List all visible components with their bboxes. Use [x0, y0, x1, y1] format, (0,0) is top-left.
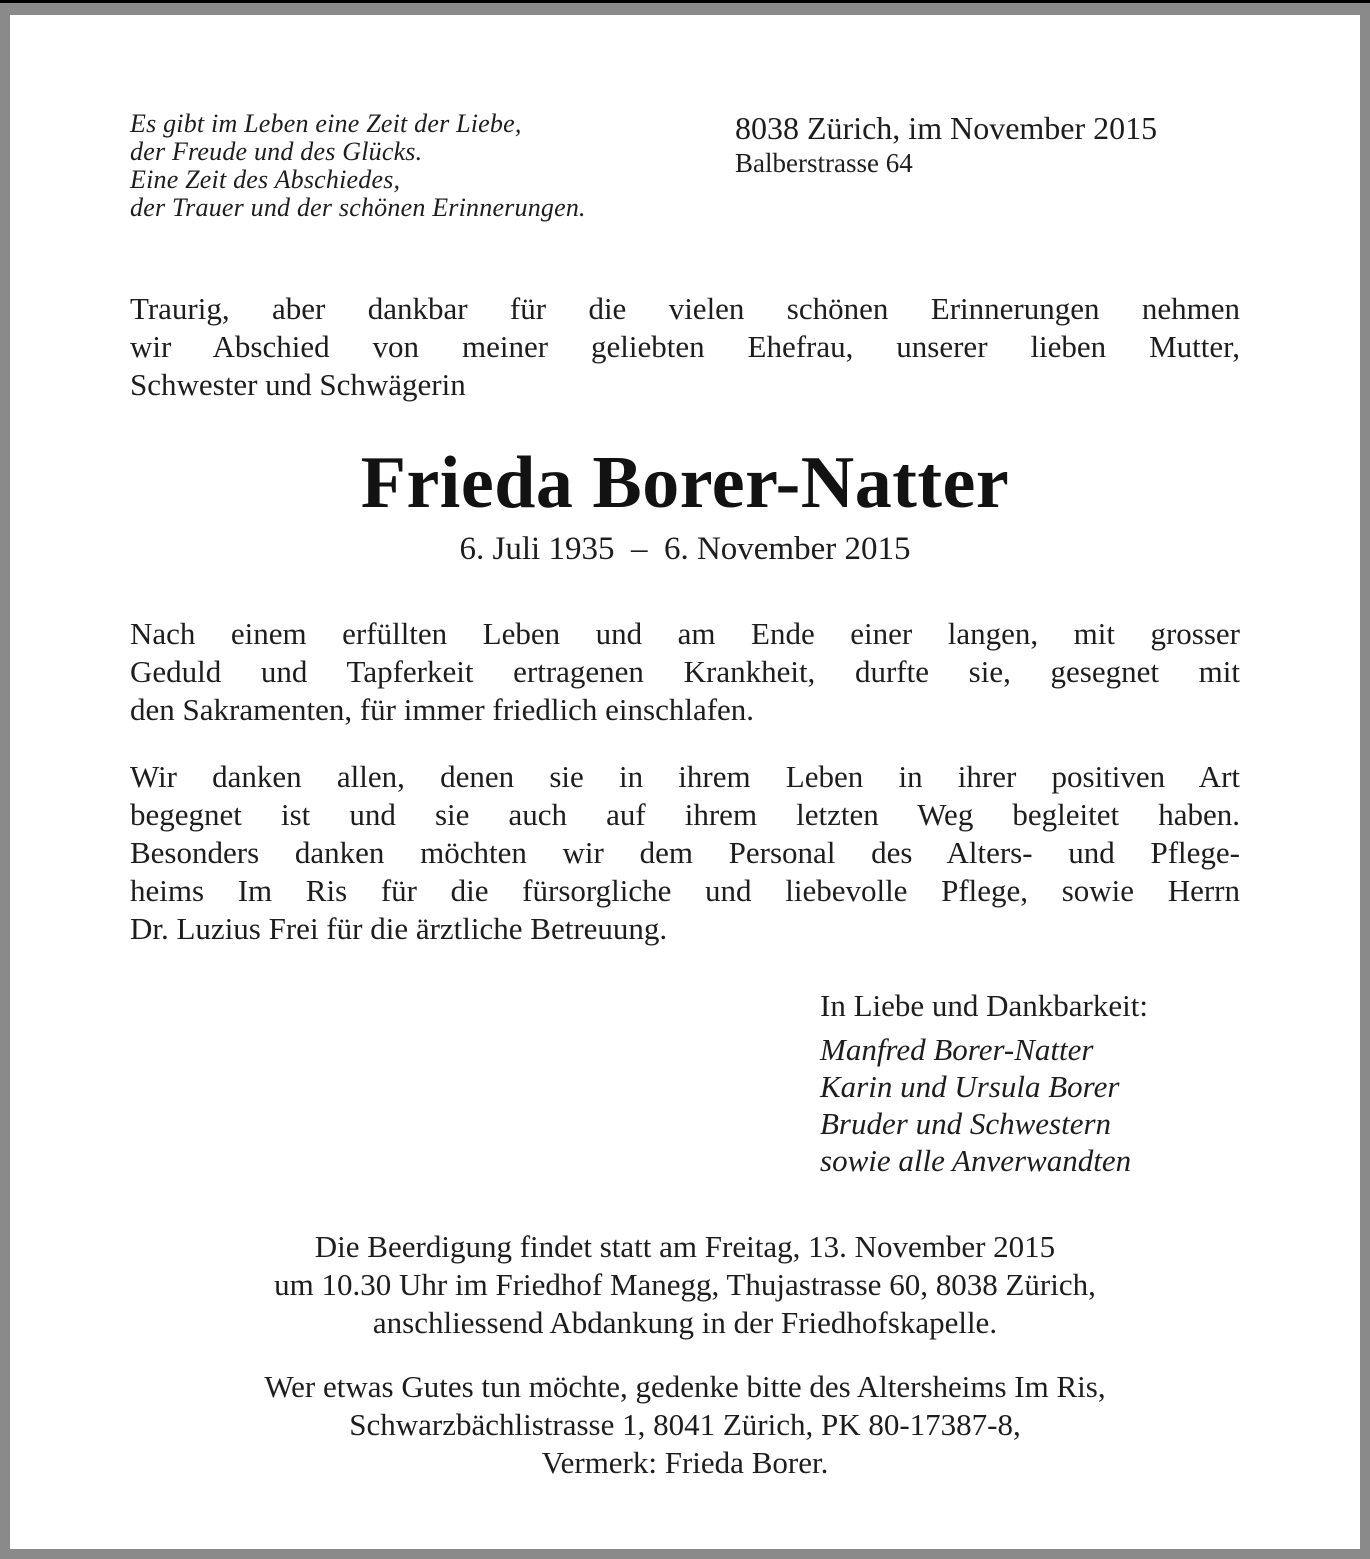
donation-paragraph [130, 1368, 1240, 1482]
life-line: Nach einem erfüllten Leben und am Ende einer langen, mit grosser [130, 616, 1240, 651]
mourner-line: Manfred Borer-Natter [820, 1032, 1094, 1067]
epigraph-line: Eine Zeit des Abschiedes, [130, 165, 401, 194]
life-line: den Sakramenten, für immer friedlich einschlafen. [130, 692, 755, 727]
intro-line: Schwester und Schwägerin [130, 367, 466, 402]
header-row [130, 110, 1240, 222]
mourner-line: sowie alle Anverwandten [820, 1143, 1132, 1178]
intro-paragraph [130, 290, 1240, 404]
thanks-line: Besonders danken möchten wir dem Personal des Alters- und Pflege- [130, 835, 1240, 870]
epigraph-line: Es gibt im Leben eine Zeit der Liebe, [130, 109, 522, 138]
mourner-line: Karin und Ursula Borer [820, 1069, 1120, 1104]
epigraph [130, 110, 586, 222]
funeral-line: um 10.30 Uhr im Friedhof Manegg, Thujastrasse 60, 8038 Zürich, [274, 1267, 1096, 1302]
mourners-list [820, 1031, 1240, 1179]
thanks-paragraph [130, 758, 1240, 948]
funeral-line: anschliessend Abdankung in der Friedhofskapelle. [372, 1305, 998, 1340]
deceased-dates: 6. Juli 1935 – 6. November 2015 [459, 531, 911, 567]
thanks-line: begegnet ist und sie auch auf ihrem letzten Weg begleitet haben. [130, 797, 1240, 832]
dateline [735, 110, 1240, 180]
deceased-name: Frieda Borer-Natter [360, 442, 1010, 524]
dateline-city: 8038 Zürich, im November 2015 [735, 110, 1158, 146]
epigraph-line: der Trauer und der schönen Erinnerungen. [130, 193, 586, 222]
dateline-street: Balberstrasse 64 [735, 148, 913, 178]
life-paragraph [130, 615, 1240, 729]
epigraph-line: der Freude und des Glücks. [130, 137, 423, 166]
donation-line: Schwarzbächlistrasse 1, 8041 Zürich, PK 80-17387-8, [349, 1407, 1021, 1442]
life-line: Geduld und Tapferkeit ertragenen Krankheit, durfte sie, gesegnet mit [130, 654, 1240, 689]
thanks-line: Dr. Luzius Frei für die ärztliche Betreuung. [130, 911, 668, 946]
mourner-line: Bruder und Schwestern [820, 1106, 1112, 1141]
closing-block [820, 987, 1240, 1179]
thanks-line: heims Im Ris für die fürsorgliche und liebevolle Pflege, sowie Herrn [130, 873, 1240, 908]
intro-line: Traurig, aber dankbar für die vielen schönen Erinnerungen nehmen [130, 291, 1240, 326]
donation-line: Vermerk: Frieda Borer. [541, 1445, 829, 1480]
funeral-paragraph [130, 1228, 1240, 1342]
intro-line: wir Abschied von meiner geliebten Ehefrau, unserer lieben Mutter, [130, 329, 1240, 364]
obituary-page [10, 15, 1360, 1549]
thanks-line: Wir danken allen, denen sie in ihrem Leben in ihrer positiven Art [130, 759, 1240, 794]
donation-line: Wer etwas Gutes tun möchte, gedenke bitte des Altersheims Im Ris, [264, 1369, 1106, 1404]
closing-heading: In Liebe und Dankbarkeit: [820, 988, 1148, 1023]
funeral-line: Die Beerdigung findet statt am Freitag, 13. November 2015 [314, 1229, 1056, 1264]
